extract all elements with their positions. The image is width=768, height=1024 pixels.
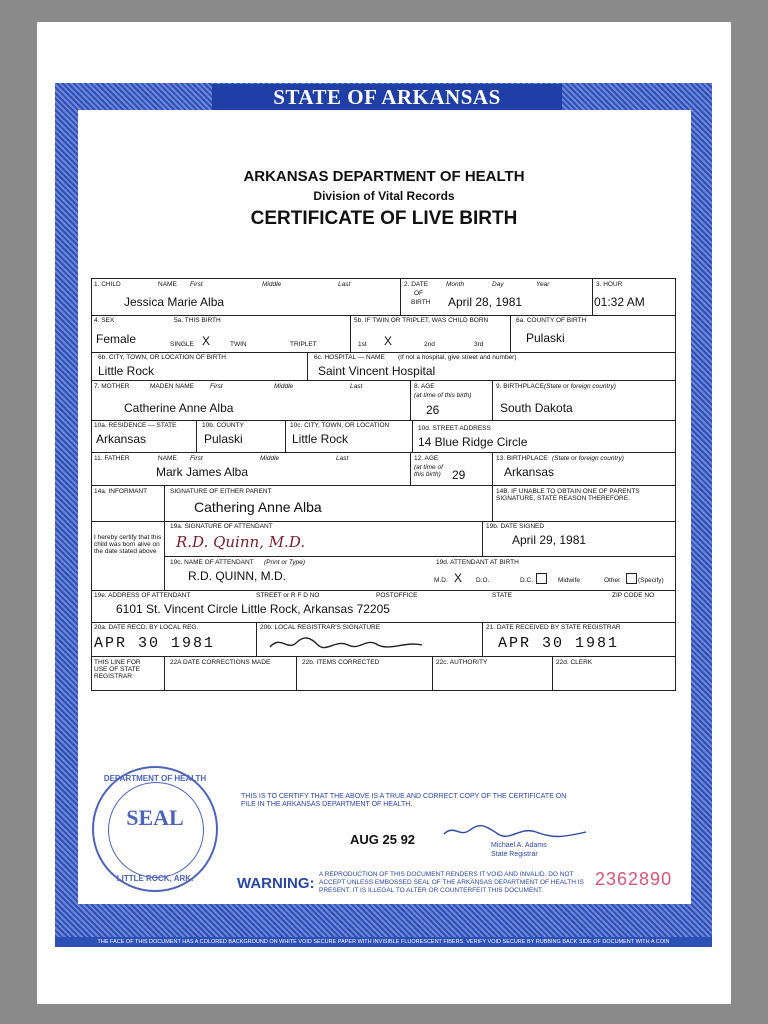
address-attendant-label: 19e. ADDRESS OF ATTENDANT xyxy=(94,592,191,599)
rule xyxy=(256,622,257,656)
this-birth-label: 5a. THIS BIRTH xyxy=(174,317,221,324)
date-state-label: 21. DATE RECEIVED BY STATE REGISTRAR xyxy=(486,624,621,631)
birthplace-label: 9. BIRTHPLACE xyxy=(496,383,544,390)
birth-label: BIRTH xyxy=(411,299,431,306)
rule xyxy=(92,315,675,316)
corrections-label: 22A DATE CORRECTIONS MADE xyxy=(170,659,271,666)
last-label: Last xyxy=(338,281,351,288)
certificate-number: 2362890 xyxy=(595,869,673,889)
of-label: OF xyxy=(414,290,424,297)
other-checkbox xyxy=(626,573,637,584)
rule xyxy=(432,656,433,690)
mother-age-note: (at time of this birth) xyxy=(414,392,472,399)
res-county-label: 10b. COUNTY xyxy=(202,422,244,429)
embossed-seal xyxy=(92,766,218,892)
department-title: ARKANSAS DEPARTMENT OF HEALTH xyxy=(243,168,525,185)
certificate-title: CERTIFICATE OF LIVE BIRTH xyxy=(250,208,518,229)
date-label: 2. DATE xyxy=(404,281,429,288)
unable-label: 14B. IF UNABLE TO OBTAIN ONE OF PARENTS SIGNATURE, STATE REASON THEREFORE. xyxy=(496,488,640,502)
father-birthplace-label: 13. BIRTHPLACE xyxy=(496,455,548,462)
rule xyxy=(164,656,165,690)
second-born-label: 2nd xyxy=(424,341,435,348)
rule xyxy=(307,352,308,380)
seal-bottom-text: LITTLE ROCK, ARK. xyxy=(116,874,194,883)
city-birth-label: 6b. CITY, TOWN, OR LOCATION OF BIRTH xyxy=(98,354,226,361)
rule xyxy=(92,521,675,522)
rule xyxy=(492,452,493,485)
md-mark: X xyxy=(454,571,463,585)
child-label: 1. CHILD xyxy=(94,281,121,288)
rule xyxy=(350,315,351,352)
name-label: NAME xyxy=(158,455,177,462)
attendant-name: R.D. QUINN, M.D. xyxy=(188,569,286,583)
if-twin-label: 5b. IF TWIN OR TRIPLET, WAS CHILD BORN xyxy=(354,317,489,324)
certify-statement: I hereby certify that this child was born alive on the date stated above xyxy=(94,534,162,555)
local-sig-label: 20b. LOCAL REGISTRAR'S SIGNATURE xyxy=(260,624,381,631)
first-label: First xyxy=(190,455,203,462)
attendant-birth-label: 19d. ATTENDANT AT BIRTH xyxy=(436,559,519,566)
rule xyxy=(296,656,297,690)
rule xyxy=(92,656,675,657)
rule xyxy=(410,452,411,485)
first-label: First xyxy=(190,281,203,288)
mother-label: 7. MOTHER xyxy=(94,383,130,390)
hour-label: 3. HOUR xyxy=(596,281,623,288)
father-age-note: (at time of this birth) xyxy=(414,464,443,478)
print-type-note: (Print or Type) xyxy=(264,559,306,566)
seal-center-text: SEAL xyxy=(126,805,184,830)
rule xyxy=(196,420,197,452)
state-registrar-signature xyxy=(440,822,590,842)
warning-text: A REPRODUCTION OF THIS DOCUMENT RENDERS IT VOID AND INVALID. DO NOT ACCEPT UNLESS EMBOSSED SEAL OF THE ARKANSAS DEPARTMENT OF HEALTH IS PRESENT. IT IS ILLEGAL TO ALTER OR COUNTERFEIT THIS DOCUMENT. xyxy=(319,871,584,894)
state-registrar xyxy=(491,841,547,859)
local-registrar-signature xyxy=(266,633,426,655)
division-title: Division of Vital Records xyxy=(313,189,455,203)
rule xyxy=(482,622,483,656)
dc-label: D.C. xyxy=(520,577,533,584)
name-label: NAME xyxy=(158,281,177,288)
rule xyxy=(164,556,675,557)
rule xyxy=(92,485,675,486)
third-born-label: 3rd xyxy=(474,341,484,348)
md-label: M.D. xyxy=(434,577,448,584)
res-state: Arkansas xyxy=(96,432,147,446)
hospital-note: (If not a hospital, give street and number) xyxy=(398,354,517,361)
sig-parent-label: SIGNATURE OF EITHER PARENT xyxy=(170,488,272,495)
dc-checkbox xyxy=(536,573,547,584)
name-attendant-label: 19c. NAME OF ATTENDANT xyxy=(170,559,254,566)
informant-signature: Cathering Anne Alba xyxy=(194,499,322,515)
rule xyxy=(510,315,511,352)
birth-record-form xyxy=(91,278,676,691)
rule xyxy=(552,656,553,690)
date-recd: APR 30 1981 xyxy=(94,635,216,652)
rule xyxy=(92,622,675,623)
rule xyxy=(92,352,675,353)
midwife-label: Midwife xyxy=(558,577,581,584)
other-label: Other xyxy=(604,577,621,584)
zip-label: ZIP CODE NO xyxy=(612,592,655,599)
date-signed: April 29, 1981 xyxy=(512,533,587,547)
street-label: 10d. STREET ADDRESS xyxy=(418,425,491,432)
last-label: Last xyxy=(350,383,363,390)
rule xyxy=(285,420,286,452)
mother-name: Catherine Anne Alba xyxy=(124,401,234,415)
date-state: APR 30 1981 xyxy=(498,635,620,652)
middle-label: Middle xyxy=(262,281,282,288)
single-label: SINGLE xyxy=(170,341,194,348)
birthplace-note: (State or foreign country) xyxy=(544,383,616,390)
rule xyxy=(492,380,493,420)
warning-label: WARNING: xyxy=(237,875,315,892)
res-city: Little Rock xyxy=(292,432,349,446)
rule xyxy=(164,485,165,590)
first-born-label: 1st xyxy=(358,341,367,348)
middle-label: Middle xyxy=(274,383,294,390)
date-signed-label: 19b. DATE SIGNED xyxy=(486,523,545,530)
mother-age: 26 xyxy=(426,403,440,417)
residence-label: 10a. RESIDENCE — STATE xyxy=(94,422,177,429)
rule xyxy=(410,380,411,420)
clerk-label: 22d. CLERK xyxy=(556,659,593,666)
seal-top-text: DEPARTMENT OF HEALTH xyxy=(103,774,207,783)
certification-date: AUG 25 92 xyxy=(350,832,416,847)
rule xyxy=(92,452,675,453)
birthplace-note: (State or foreign country) xyxy=(552,455,624,462)
month-label: Month xyxy=(446,281,465,288)
rule xyxy=(400,279,401,315)
state-banner: STATE OF ARKANSAS xyxy=(212,84,562,110)
day-label: Day xyxy=(492,281,504,288)
maiden-name-label: MADEN NAME xyxy=(150,383,195,390)
informant-label: 14a. INFORMANT xyxy=(94,488,148,495)
attendant-address: 6101 St. Vincent Circle Little Rock, Arkansas 72205 xyxy=(116,602,390,616)
father-label: 11. FATHER xyxy=(94,455,130,462)
father-name: Mark James Alba xyxy=(156,465,249,479)
street-rfd-label: STREET or R F D NO xyxy=(256,592,320,599)
registrar-name: Michael A. Adams xyxy=(491,842,547,849)
rule xyxy=(592,279,593,315)
security-footer: THE FACE OF THIS DOCUMENT HAS A COLORED BACKGROUND ON WHITE VOID SECURE PAPER WITH INVISIBLE FLUORESCENT FIBERS. VERIFY VOID SECURE BY RUBBING BACK SIDE OF DOCUMENT WITH A COIN xyxy=(55,937,712,947)
res-county: Pulaski xyxy=(204,432,243,446)
do-label: D.O. xyxy=(476,577,490,584)
registrar-title: State Registrar xyxy=(491,851,538,858)
first-born-mark: X xyxy=(384,334,393,348)
hospital-value: Saint Vincent Hospital xyxy=(318,364,436,378)
rule xyxy=(92,590,675,591)
date-recd-label: 20a. DATE RECD. BY LOCAL REG. xyxy=(94,624,199,631)
sex-label: 4. SEX xyxy=(94,317,115,324)
sig-attendant-label: 19a. SIGNATURE OF ATTENDANT xyxy=(170,523,273,530)
last-label: Last xyxy=(336,455,349,462)
res-city-label: 10c. CITY, TOWN, OR LOCATION xyxy=(290,422,390,429)
street-value: 14 Blue Ridge Circle xyxy=(418,435,528,449)
twin-label: TWIN xyxy=(230,341,247,348)
father-age: 29 xyxy=(452,468,466,482)
child-name: Jessica Marie Alba xyxy=(124,295,225,309)
hospital-label: 6c. HOSPITAL — NAME xyxy=(314,354,385,361)
triplet-label: TRIPLET xyxy=(290,341,317,348)
authority-label: 22c. AUTHORITY xyxy=(436,659,488,666)
year-label: Year xyxy=(536,281,550,288)
rule xyxy=(412,420,413,452)
father-age-label: 12. AGE xyxy=(414,455,439,462)
father-birthplace: Arkansas xyxy=(504,465,555,479)
rule xyxy=(482,521,483,556)
middle-label: Middle xyxy=(260,455,280,462)
this-line-label: THIS LINE FOR USE OF STATE REGISTRAR xyxy=(94,659,141,680)
first-label: First xyxy=(210,383,223,390)
rule xyxy=(92,380,675,381)
sex-value: Female xyxy=(96,332,137,346)
specify-label: (Specify) xyxy=(638,577,664,584)
county-value: Pulaski xyxy=(526,331,565,345)
birth-date: April 28, 1981 xyxy=(448,295,523,309)
single-mark: X xyxy=(202,334,211,348)
birth-hour: 01:32 AM xyxy=(594,295,645,309)
postoffice-label: POSTOFFICE xyxy=(376,592,418,599)
mother-birthplace: South Dakota xyxy=(500,401,573,415)
certification-statement: THIS IS TO CERTIFY THAT THE ABOVE IS A TRUE AND CORRECT COPY OF THE CERTIFICATE ON FILE IN THE ARKANSAS DEPARTMENT OF HEALTH. xyxy=(241,793,567,808)
city-value: Little Rock xyxy=(98,364,155,378)
attendant-signature: R.D. Quinn, M.D. xyxy=(176,533,306,551)
items-corrected-label: 22b. ITEMS CORRECTED xyxy=(302,659,380,666)
state-label: STATE xyxy=(492,592,512,599)
mother-age-label: 8. AGE xyxy=(414,383,435,390)
county-birth-label: 6a. COUNTY OF BIRTH xyxy=(516,317,587,324)
rule xyxy=(92,420,675,421)
rule xyxy=(492,485,493,521)
